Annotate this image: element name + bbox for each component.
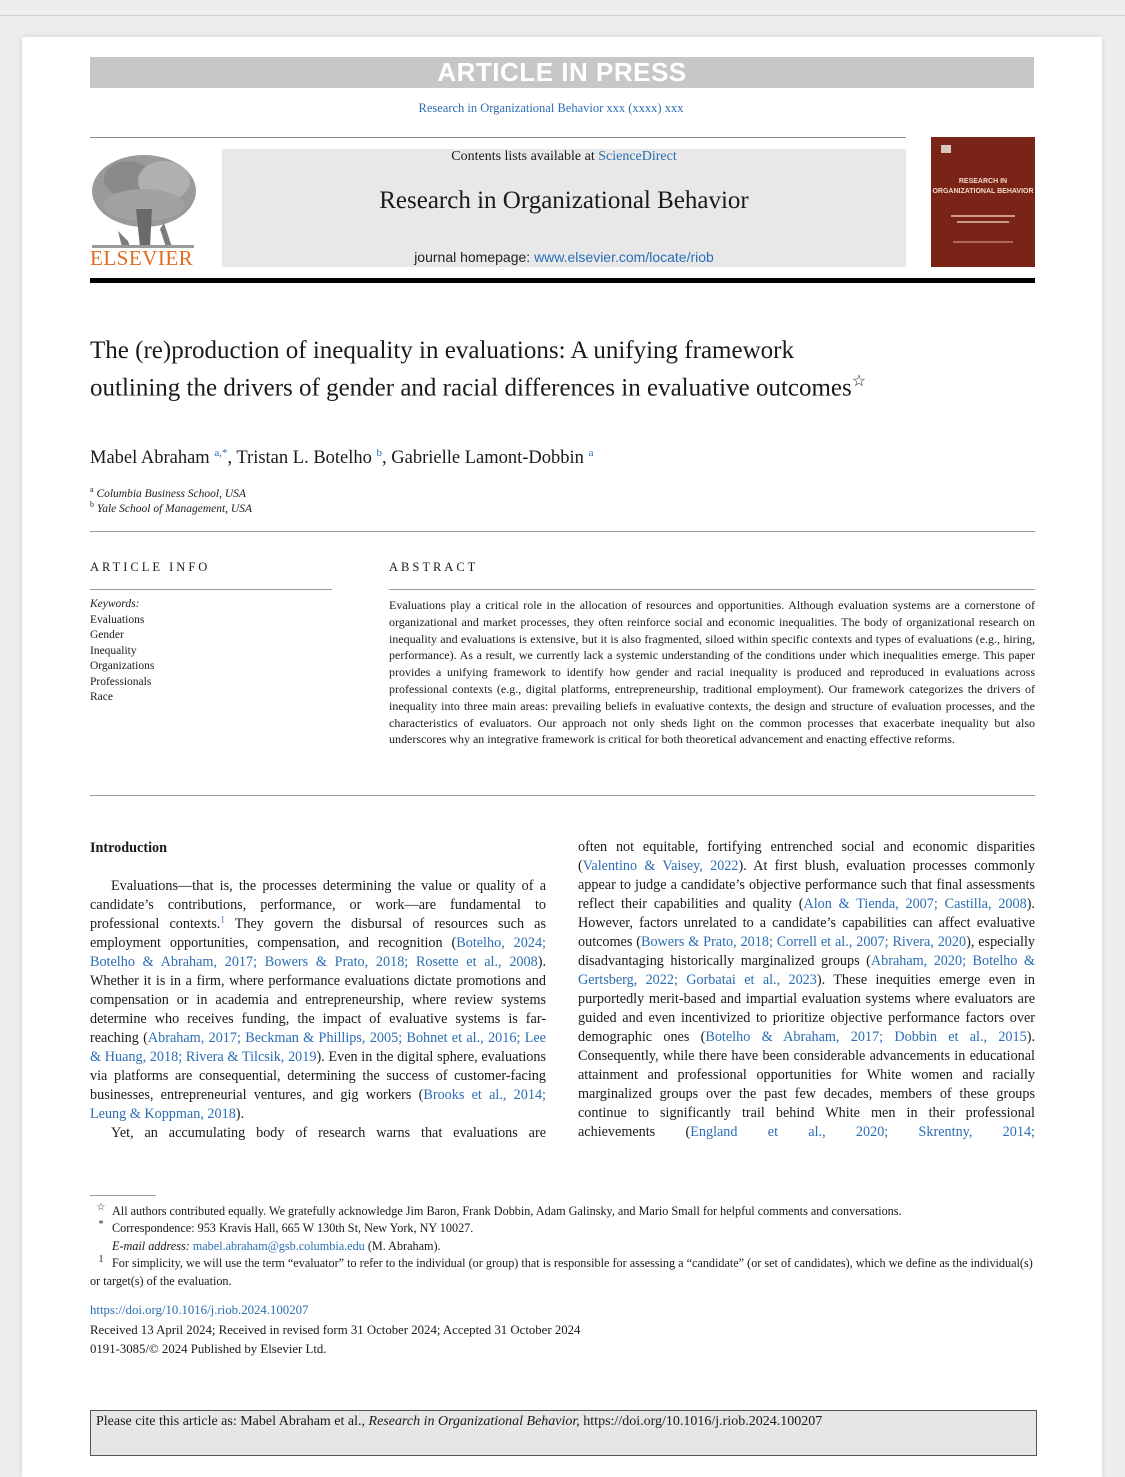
email-line xyxy=(90,1238,1035,1255)
header-thick-rule xyxy=(90,278,1035,283)
article-info-rule xyxy=(90,589,332,590)
abstract-heading: ABSTRACT xyxy=(389,560,479,574)
body-right-column xyxy=(578,838,1035,1142)
keywords-block xyxy=(90,597,154,706)
introduction-heading: Introduction xyxy=(90,840,167,856)
body-paragraph xyxy=(90,877,546,1124)
text-run: They govern the disbursal of resources such as employment opportunities, compensation, and recognition ( xyxy=(90,916,546,951)
article-info-heading: ARTICLE INFO xyxy=(90,560,211,574)
author-separator: , xyxy=(382,448,392,469)
affiliation-text: Columbia Business School, USA xyxy=(96,487,246,500)
author-list xyxy=(90,447,990,469)
header-divider xyxy=(90,137,906,138)
text-run: ), especially disadvantaging historically marginalized groups ( xyxy=(578,934,1035,969)
keywords-label: Keywords: xyxy=(90,598,140,610)
text-run: ). At first blush, evaluation processes commonly appear to judge a candidate’s objective performance such that final assessments reflect their capabilities and quality ( xyxy=(578,858,1035,912)
cite-prefix: Please cite this article as: Mabel Abraham et al., xyxy=(96,1414,369,1429)
affiliation-text: Yale School of Management, USA xyxy=(96,502,253,515)
cite-this-article-box xyxy=(90,1410,1037,1456)
author-name: Tristan L. Botelho xyxy=(236,448,372,469)
citation-link[interactable]: Botelho, 2024; Botelho & Abraham, 2017; Bowers & Prato, 2018; Rosette et al., 2008 xyxy=(90,935,547,970)
citation-link[interactable]: Botelho & Abraham, 2017; Dobbin et al., 2015 xyxy=(705,1029,1027,1045)
cite-journal: Research in Organizational Behavior, xyxy=(368,1414,580,1429)
keyword: Inequality xyxy=(90,644,137,657)
email-suffix: (M. Abraham). xyxy=(364,1238,441,1253)
publication-info xyxy=(90,1301,1035,1360)
citation-link[interactable]: Abraham, 2020; Botelho & Gertsberg, 2022; Gorbatai et al., 2023 xyxy=(578,953,1035,988)
footnote-ref[interactable]: 1 xyxy=(220,914,225,925)
sciencedirect-link[interactable]: ScienceDirect xyxy=(598,149,677,164)
footnote-text: For simplicity, we will use the term “evaluator” to refer to the individual (or group) that is responsible for assessing a “candidate” (or set of candidates), which we define as the individual(s) or target(s) of the evaluation. xyxy=(90,1256,1033,1288)
abstract-bottom-rule xyxy=(90,795,1035,796)
abstract-rule xyxy=(389,589,1035,590)
contents-prefix: Contents lists available at xyxy=(451,149,599,164)
text-run: ). These inequities emerge even in purportedly merit-based and impartial evaluation systems where evaluators are guided and even incentivized to prioritize objective performance factors over demographic ones ( xyxy=(578,972,1035,1045)
cover-line xyxy=(957,221,1009,223)
keyword: Organizations xyxy=(90,660,155,672)
body-paragraph xyxy=(578,838,1035,1142)
author-separator: , xyxy=(227,448,237,469)
email-label: E-mail address: xyxy=(112,1238,193,1253)
text-run: ). However, factors unrelated to a candidate’s capabilities can affect evaluative outcomes ( xyxy=(578,896,1035,950)
text-run: ). xyxy=(235,1106,245,1122)
elsevier-wordmark: ELSEVIER xyxy=(90,246,194,270)
journal-homepage xyxy=(222,249,906,265)
footnote: * Correspondence: 953 Kravis Hall, 665 W 130th St, New York, NY 10027. xyxy=(98,1219,474,1236)
cover-line xyxy=(951,215,1015,217)
author-name: Gabrielle Lamont-Dobbin xyxy=(391,448,584,469)
article-title xyxy=(90,335,890,403)
cover-title: RESEARCH IN ORGANIZATIONAL BEHAVIOR xyxy=(932,178,1034,195)
footnote-rule xyxy=(90,1195,156,1196)
footnote: ☆ All authors contributed equally. We gratefully acknowledge Jim Baron, Frank Dobbin, Adam Galinsky, and Mario Small for helpful comments and conversations. xyxy=(96,1201,902,1218)
footnote: 1 For simplicity, we will use the term “evaluator” to refer to the individual (or group) that is responsible for assessing a “candidate” (or set of candidates), which we define as the individual(s) or target(s) of the evaluation. xyxy=(90,1254,1033,1288)
affiliation-mark: b xyxy=(90,500,94,509)
affiliation xyxy=(90,485,246,500)
footnote-text: All authors contributed equally. We gratefully acknowledge Jim Baron, Frank Dobbin, Adam Galinsky, and Mario Small for helpful comments and conversations. xyxy=(112,1204,902,1218)
text-run: Evaluations—that is, the processes determining the value or quality of a candidate’s contributions, performance, or work—are fundamental to professional contexts. xyxy=(90,878,546,932)
journal-title: Research in Organizational Behavior xyxy=(379,187,749,214)
abstract-text: Evaluations play a critical role in the allocation of resources and opportunities. Although evaluation systems are a cornerstone of organizational and market processes, they often reinforce social and economic inequalities. The body of organizational research on inequality and evaluations is extensive, but it is also fragmented, siloed within specific contexts and types of evaluations (e.g., hiring, performance). As a result, we currently lack a systemic understanding of the conditions under which inequalities emerge. This paper provides a unifying framework to identify how gender and racial inequality is produced and reproduced in evaluations across professional contexts (e.g., digital platforms, entrepreneurship, traditional employment). Our framework categorizes the drivers of inequality into three main areas: prevailing beliefs in evaluative contexts, the design and structure of evaluation processes, and the characteristics of evaluators. Our approach not only sheds light on the common processes that exacerbate inequality but also underscores why an integrative framework is critical for both theoretical advancement and enacting effective reforms. xyxy=(389,598,1035,747)
keyword: Evaluations xyxy=(90,613,145,626)
journal-cover-thumbnail xyxy=(931,137,1035,267)
cover-emblem xyxy=(941,145,951,153)
text-run: often not equitable, fortifying entrenched social and economic disparities ( xyxy=(578,839,1035,874)
journal-reference-link[interactable]: Research in Organizational Behavior xxx (xxxx) xxx xyxy=(418,101,684,115)
footnotes xyxy=(90,1203,1035,1290)
issn-copyright: 0191-3085/© 2024 Published by Elsevier Ltd. xyxy=(90,1342,327,1356)
citation-link[interactable]: Alon & Tienda, 2007; Castilla, 2008 xyxy=(803,896,1027,912)
citation-link[interactable]: Valentino & Vaisey, 2022 xyxy=(582,858,739,874)
author-affiliation-mark[interactable]: a,* xyxy=(214,447,228,459)
body-paragraph: Yet, an accumulating body of research warns that evaluations are xyxy=(111,1125,546,1141)
affiliation-divider xyxy=(90,531,1035,532)
article-title-text: The (re)production of inequality in evaluations: A unifying framework outlining the drivers of gender and racial differences in evaluative outcomes xyxy=(90,337,852,402)
keyword: Race xyxy=(90,691,113,703)
email-link[interactable]: mabel.abraham@gsb.columbia.edu xyxy=(192,1238,365,1253)
cite-doi[interactable]: https://doi.org/10.1016/j.riob.2024.100207 xyxy=(579,1414,823,1429)
pdf-page xyxy=(22,37,1102,1477)
body-left-column xyxy=(90,839,546,1143)
citation-link[interactable]: England et al., 2020; Skrentny, 2014; xyxy=(690,1124,1035,1140)
keyword: Gender xyxy=(90,629,124,641)
cover-line xyxy=(953,241,1013,243)
text-run: ). Consequently, while there have been considerable advancements in educational attainment and professional opportunities for White women and racially marginalized groups over the past few decades, members of these groups continue to significantly trail behind White men in their professional achievements ( xyxy=(578,1029,1035,1140)
article-in-press-banner: ARTICLE IN PRESS xyxy=(90,57,1034,88)
homepage-prefix: journal homepage: xyxy=(414,249,535,265)
affiliation-mark: a xyxy=(90,485,94,494)
title-footnote-mark[interactable]: ☆ xyxy=(851,373,867,390)
contents-line xyxy=(222,149,906,165)
homepage-link[interactable]: www.elsevier.com/locate/riob xyxy=(534,249,714,265)
author-name: Mabel Abraham xyxy=(90,448,210,469)
footnote-text: Correspondence: 953 Kravis Hall, 665 W 130th St, New York, NY 10027. xyxy=(112,1221,474,1236)
author-affiliation-mark[interactable]: b xyxy=(376,447,383,459)
citation-link[interactable]: Abraham, 2017; Beckman & Phillips, 2005; Bohnet et al., 2016; Lee & Huang, 2018; Rivera & Tilcsik, 2019 xyxy=(90,1030,546,1065)
received-dates: Received 13 April 2024; Received in revised form 31 October 2024; Accepted 31 October 2024 xyxy=(90,1322,581,1337)
text-run: ). Whether it is in a firm, where performance evaluations dictate promotions and compensation or in academia and entrepreneurship, where review systems determine who receives funding, the impact of evaluative systems is far-reaching ( xyxy=(90,954,546,1046)
author-affiliation-mark[interactable]: a xyxy=(588,447,594,459)
doi-link[interactable]: https://doi.org/10.1016/j.riob.2024.100207 xyxy=(90,1303,309,1317)
keyword: Professionals xyxy=(90,675,152,688)
citation-link[interactable]: Bowers & Prato, 2018; Correll et al., 2007; Rivera, 2020 xyxy=(641,934,967,950)
affiliation xyxy=(90,500,252,515)
citation-link[interactable]: Brooks et al., 2014; Leung & Koppman, 2018 xyxy=(90,1087,546,1122)
text-run: ). Even in the digital sphere, evaluations via platforms are consequential, determining the success of customer-facing businesses, entrepreneurial ventures, and gig workers ( xyxy=(90,1049,546,1103)
viewer-top-divider xyxy=(0,15,1125,16)
